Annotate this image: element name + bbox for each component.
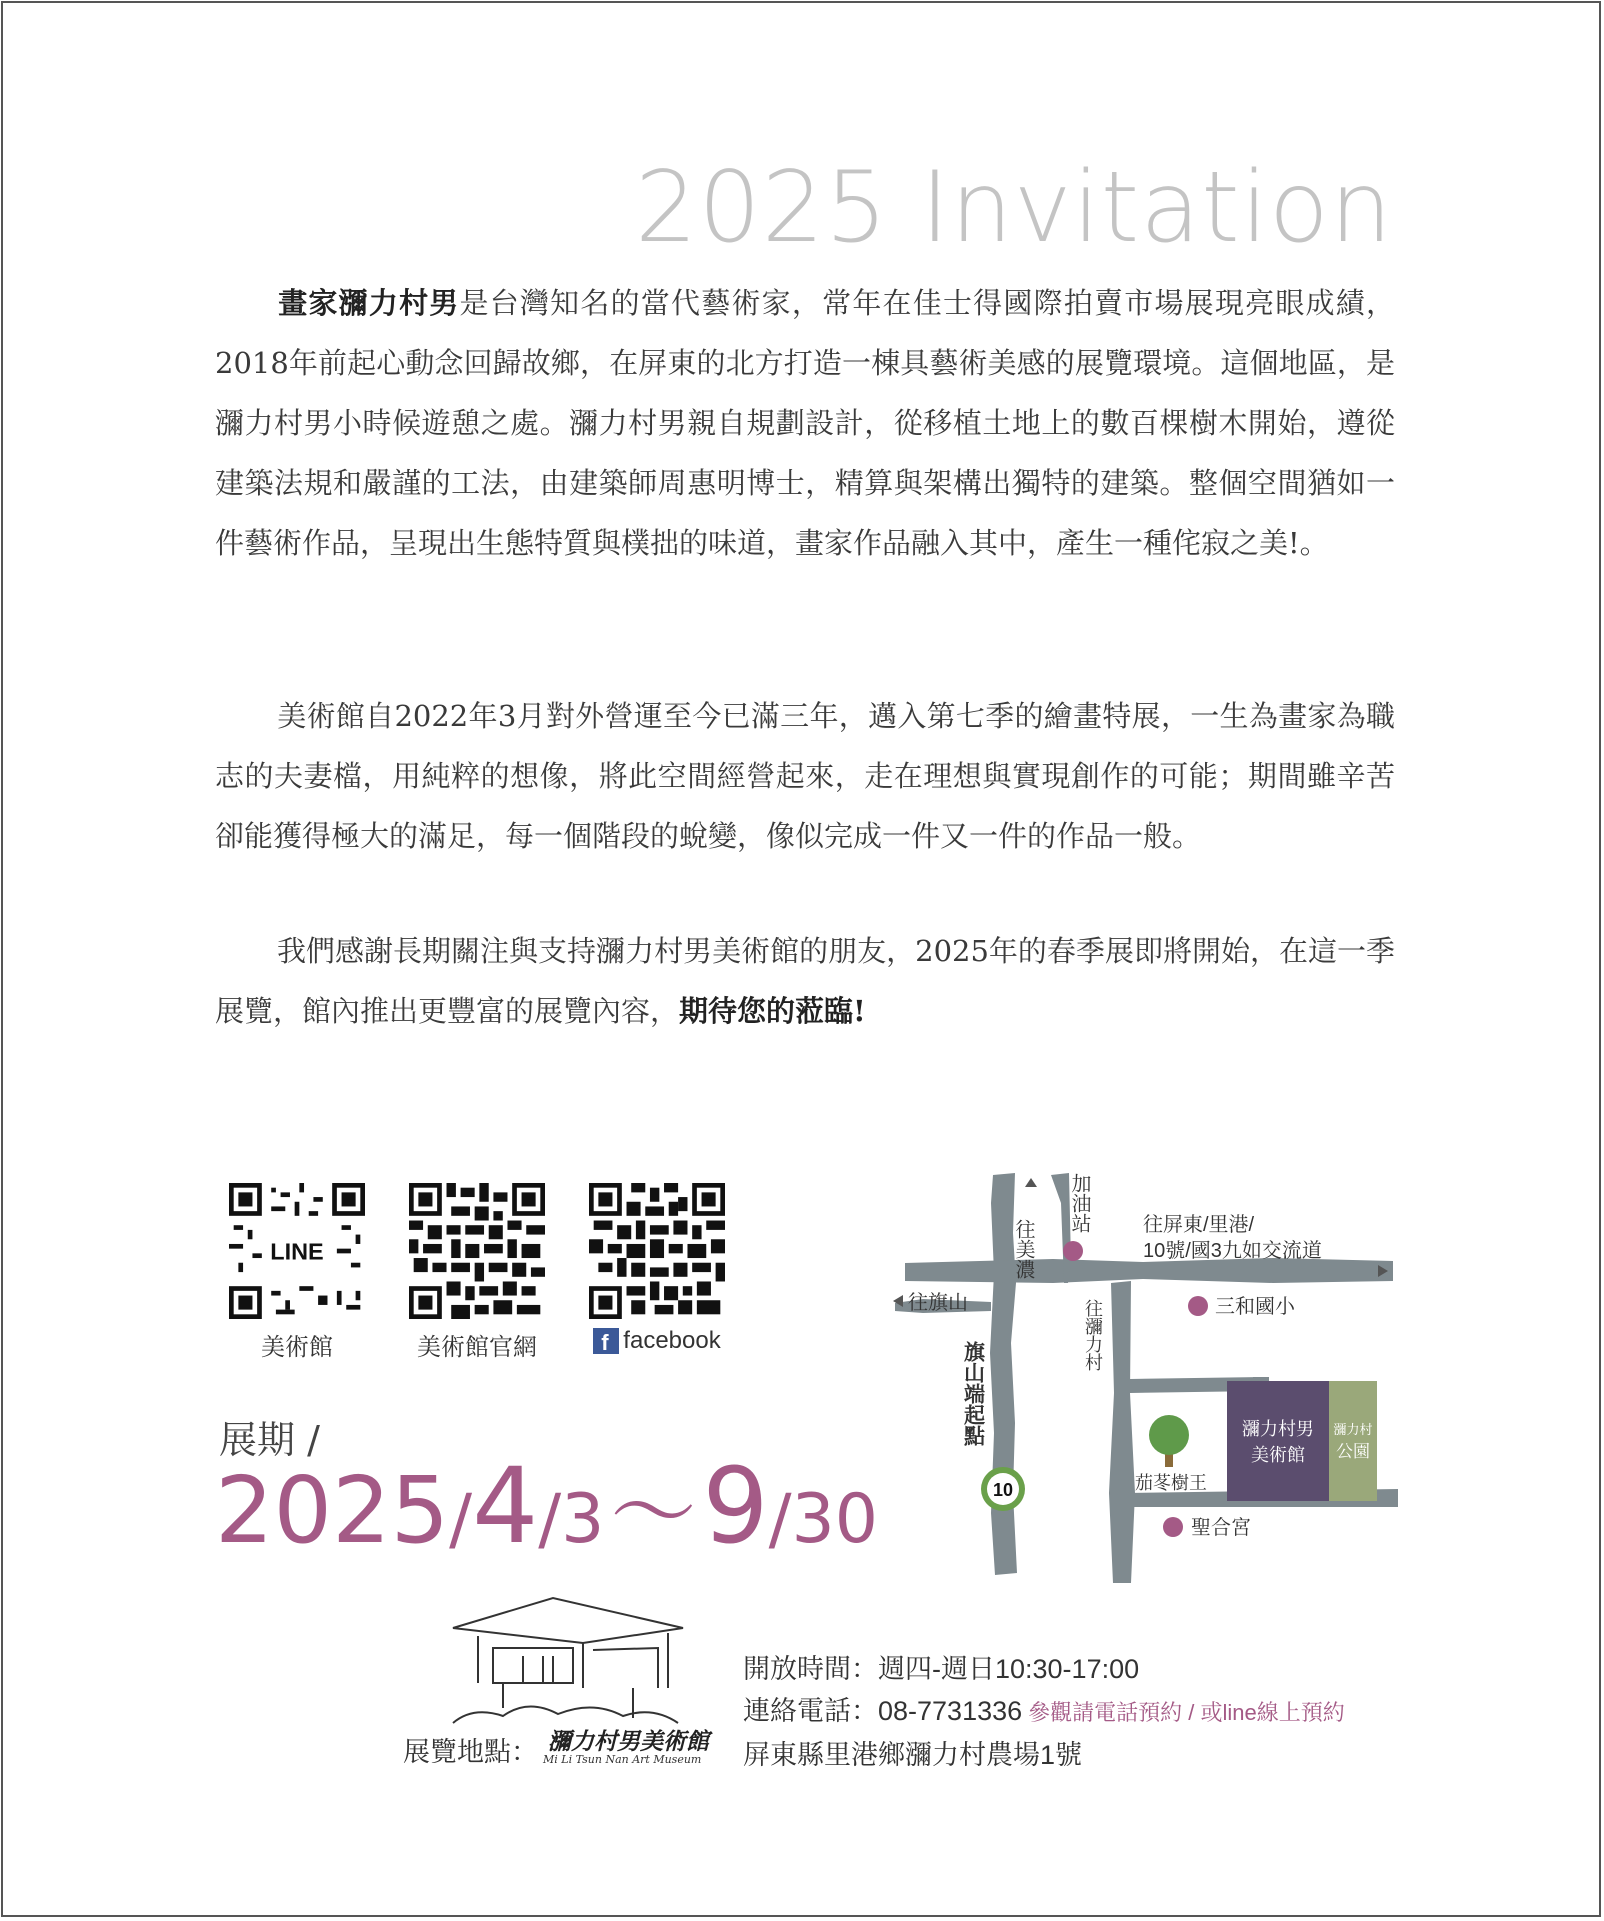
period-date xyxy=(215,1443,878,1567)
opening-hours: 開放時間：週四-週日10:30-17:00 xyxy=(743,1654,1140,1684)
facebook-icon: f xyxy=(593,1328,619,1354)
period-slash: / xyxy=(449,1480,473,1559)
map-west-road-label: 往旗山 xyxy=(908,1292,968,1314)
tree-icon xyxy=(1149,1415,1189,1467)
qr-line-label: 美術館 xyxy=(261,1334,333,1361)
page-title: 2025 Invitation xyxy=(635,151,1393,265)
park-block xyxy=(1329,1381,1377,1501)
facebook-text: facebook xyxy=(623,1327,721,1354)
qr-website-label: 美術館官網 xyxy=(417,1334,537,1361)
museum-text: 美術館自2022年3月對外營運至今已滿三年，邁入第七季的繪畫特展，一生為畫家為職志的夫妻檔，用純粹的想像，將此空間經營起來，走在理想與實現創作的可能；期間雖辛苦卻能獲得極大的滿足，每一個階段的蛻變，像似完成一件又一件的作品一般。 xyxy=(215,699,1395,853)
address: 屏東縣里港鄉瀰力村農場1號 xyxy=(743,1740,1083,1770)
museum-block xyxy=(1227,1381,1329,1501)
temple-icon xyxy=(1163,1517,1183,1537)
qr-website[interactable] xyxy=(397,1183,557,1362)
map-start-point-label: 旗山端起點 xyxy=(961,1341,985,1446)
period-end-month: 9 xyxy=(702,1445,769,1567)
period-start-month: 4 xyxy=(472,1445,539,1567)
map-museum-label: 瀰力村男 xyxy=(1242,1419,1314,1439)
intro-text: 是台灣知名的當代藝術家，常年在佳士得國際拍賣市場展現亮眼成績，2018年前起心動念回歸故鄉，在屏東的北方打造一棟具藝術美感的展覽環境。這個地區，是瀰力村男小時候遊憩之處。瀰力村男親自規劃設計，從移植土地上的數百棵樹木開始，遵從建築法規和嚴謹的工法，由建築師周惠明博士，精算與架構出獨特的建築。整個空間猶如一件藝術作品，呈現出生態特質與樸拙的味道，畫家作品融入其中，產生一種侘寂之美!。 xyxy=(215,286,1395,560)
period-year: 2025 xyxy=(215,1457,450,1564)
welcome-text: 期待您的蒞臨! xyxy=(679,994,866,1028)
map-school-label: 三和國小 xyxy=(1215,1296,1295,1318)
phone-number[interactable]: 連絡電話：08-7731336 xyxy=(743,1696,1023,1726)
map-tree-label: 茄苳樹王 xyxy=(1135,1473,1207,1493)
period-slash: / xyxy=(768,1480,792,1559)
thanks-text: 我們感謝長期關注與支持瀰力村男美術館的朋友，2025年的春季展即將開始，在這一季展覽，館內推出更豐富的展覽內容， xyxy=(215,934,1395,1028)
qr-facebook[interactable] xyxy=(577,1183,737,1355)
invitation-page xyxy=(1,1,1601,1917)
facebook-qr-code[interactable] xyxy=(589,1183,725,1319)
qr-line[interactable] xyxy=(217,1183,377,1362)
intro-paragraph xyxy=(215,273,1395,573)
period-start-day: 3 xyxy=(561,1480,605,1559)
map-park-label: 公園 xyxy=(1336,1442,1370,1461)
map-museum-label: 美術館 xyxy=(1251,1445,1305,1465)
map-east-road-label: 10號/國3九如交流道 xyxy=(1143,1240,1322,1262)
venue-label: 展覽地點： xyxy=(403,1737,538,1767)
line-qr-code[interactable] xyxy=(229,1183,365,1319)
map-north-road-label: 往美濃 xyxy=(1012,1219,1034,1279)
gas-station-icon xyxy=(1063,1241,1083,1261)
period-label: 展期 / xyxy=(219,1418,320,1462)
website-qr-code[interactable] xyxy=(409,1183,545,1319)
qr-facebook-label xyxy=(577,1327,737,1355)
period-tilde: ～ xyxy=(610,1463,697,1563)
museum-paragraph xyxy=(215,686,1395,866)
period-slash: / xyxy=(538,1480,562,1559)
artist-name: 畫家瀰力村男 xyxy=(277,286,460,320)
museum-logo-name: 瀰力村男美術館 xyxy=(548,1728,709,1755)
museum-logo-english: Mi Li Tsun Nan Art Museum xyxy=(543,1753,702,1766)
map-east-road-label: 往屏東/里港/ xyxy=(1143,1214,1255,1236)
phone-line xyxy=(743,1690,1345,1734)
svg-text:LINE: LINE xyxy=(270,1238,324,1265)
period-end-day: 30 xyxy=(791,1480,879,1559)
map-gas-station-label: 加油站 xyxy=(1068,1173,1090,1233)
booking-note: 參觀請電話預約 / 或line線上預約 xyxy=(1028,1700,1345,1725)
route-10-label: 10 xyxy=(992,1480,1014,1500)
map-temple-label: 聖合宮 xyxy=(1191,1517,1251,1539)
thanks-paragraph xyxy=(215,921,1395,1041)
arrow-north-icon xyxy=(1025,1178,1037,1187)
contact-info xyxy=(743,1648,1345,1776)
village-road xyxy=(1109,1281,1135,1583)
school-icon xyxy=(1188,1296,1208,1316)
map-village-road-label: 往瀰力村 xyxy=(1083,1299,1103,1371)
location-map xyxy=(873,1163,1403,1583)
map-park-label: 瀰力村 xyxy=(1333,1422,1373,1437)
